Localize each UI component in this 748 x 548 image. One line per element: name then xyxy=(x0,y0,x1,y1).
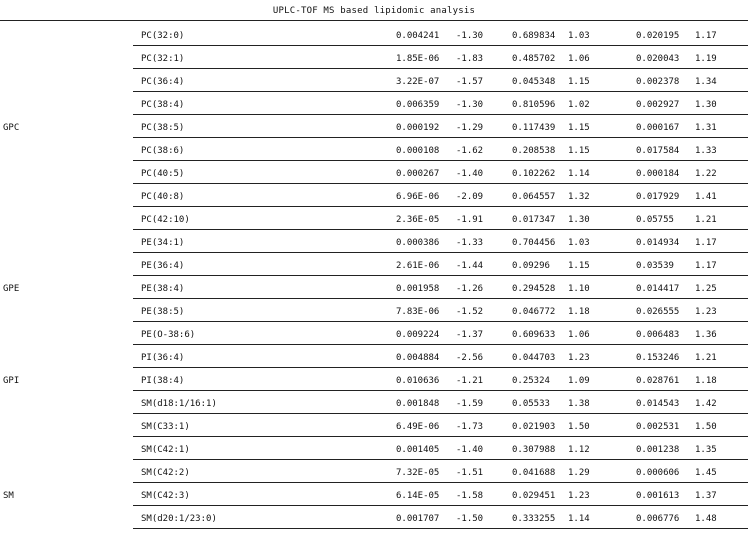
ratio-value: 1.34 xyxy=(695,77,717,87)
p-value: 0.004241 xyxy=(396,31,440,41)
q-value: 0.029451 xyxy=(512,491,556,501)
vip-score: 1.09 xyxy=(568,376,590,386)
lipid-name: SM(C42:2) xyxy=(141,468,190,478)
lipid-name: SM(C33:1) xyxy=(141,422,190,432)
secondary-value: 0.020195 xyxy=(636,31,680,41)
vip-score: 1.23 xyxy=(568,491,590,501)
q-value: 0.044703 xyxy=(512,353,556,363)
q-value: 0.05533 xyxy=(512,399,550,409)
p-value: 0.001958 xyxy=(396,284,440,294)
table-row xyxy=(0,276,748,299)
table-row xyxy=(0,506,748,529)
q-value: 0.102262 xyxy=(512,169,556,179)
q-value: 0.045348 xyxy=(512,77,556,87)
lipid-name: PI(38:4) xyxy=(141,376,185,386)
fold-change: -2.09 xyxy=(456,192,484,202)
secondary-value: 0.017584 xyxy=(636,146,680,156)
secondary-value: 0.000167 xyxy=(636,123,680,133)
ratio-value: 1.23 xyxy=(695,307,717,317)
ratio-value: 1.17 xyxy=(695,261,717,271)
table-row xyxy=(0,115,748,138)
p-value: 0.000192 xyxy=(396,123,440,133)
fold-change: -1.37 xyxy=(456,330,484,340)
q-value: 0.689834 xyxy=(512,31,556,41)
fold-change: -1.62 xyxy=(456,146,484,156)
vip-score: 1.03 xyxy=(568,31,590,41)
table-row xyxy=(0,92,748,115)
ratio-value: 1.18 xyxy=(695,376,717,386)
lipid-name: PC(40:5) xyxy=(141,169,185,179)
fold-change: -1.52 xyxy=(456,307,484,317)
fold-change: -1.40 xyxy=(456,169,484,179)
table-row xyxy=(0,138,748,161)
ratio-value: 1.42 xyxy=(695,399,717,409)
secondary-value: 0.020043 xyxy=(636,54,680,64)
secondary-value: 0.014543 xyxy=(636,399,680,409)
ratio-value: 1.36 xyxy=(695,330,717,340)
table-row xyxy=(0,299,748,322)
lipid-name: PC(42:10) xyxy=(141,215,190,225)
vip-score: 1.03 xyxy=(568,238,590,248)
ratio-value: 1.31 xyxy=(695,123,717,133)
vip-score: 1.14 xyxy=(568,514,590,524)
group-label: SM xyxy=(3,491,14,501)
q-value: 0.064557 xyxy=(512,192,556,202)
table-row xyxy=(0,46,748,69)
secondary-value: 0.026555 xyxy=(636,307,680,317)
p-value: 0.006359 xyxy=(396,100,440,110)
p-value: 7.83E-06 xyxy=(396,307,440,317)
q-value: 0.25324 xyxy=(512,376,550,386)
ratio-value: 1.21 xyxy=(695,353,717,363)
secondary-value: 0.05755 xyxy=(636,215,674,225)
group-label: GPC xyxy=(3,123,20,133)
table-row xyxy=(0,483,748,506)
ratio-value: 1.41 xyxy=(695,192,717,202)
fold-change: -1.91 xyxy=(456,215,484,225)
q-value: 0.810596 xyxy=(512,100,556,110)
q-value: 0.704456 xyxy=(512,238,556,248)
group-label: GPE xyxy=(3,284,20,294)
lipid-name: PE(36:4) xyxy=(141,261,185,271)
p-value: 6.96E-06 xyxy=(396,192,440,202)
p-value: 6.49E-06 xyxy=(396,422,440,432)
fold-change: -1.44 xyxy=(456,261,484,271)
secondary-value: 0.153246 xyxy=(636,353,680,363)
q-value: 0.307988 xyxy=(512,445,556,455)
ratio-value: 1.22 xyxy=(695,169,717,179)
p-value: 0.000386 xyxy=(396,238,440,248)
table-row xyxy=(0,391,748,414)
ratio-value: 1.50 xyxy=(695,422,717,432)
vip-score: 1.38 xyxy=(568,399,590,409)
fold-change: -1.21 xyxy=(456,376,484,386)
fold-change: -1.29 xyxy=(456,123,484,133)
ratio-value: 1.17 xyxy=(695,238,717,248)
secondary-value: 0.002531 xyxy=(636,422,680,432)
vip-score: 1.50 xyxy=(568,422,590,432)
ratio-value: 1.19 xyxy=(695,54,717,64)
fold-change: -1.30 xyxy=(456,100,484,110)
table-title: UPLC-TOF MS based lipidomic analysis xyxy=(272,6,476,16)
lipid-name: SM(C42:1) xyxy=(141,445,190,455)
ratio-value: 1.45 xyxy=(695,468,717,478)
q-value: 0.609633 xyxy=(512,330,556,340)
fold-change: -1.40 xyxy=(456,445,484,455)
secondary-value: 0.000606 xyxy=(636,468,680,478)
q-value: 0.208538 xyxy=(512,146,556,156)
q-value: 0.09296 xyxy=(512,261,550,271)
lipid-name: PE(O-38:6) xyxy=(141,330,196,340)
vip-score: 1.12 xyxy=(568,445,590,455)
q-value: 0.021903 xyxy=(512,422,556,432)
table-row xyxy=(0,23,748,46)
lipid-name: SM(d20:1/23:0) xyxy=(141,514,217,524)
vip-score: 1.15 xyxy=(568,123,590,133)
lipid-name: PC(38:4) xyxy=(141,100,185,110)
lipid-name: PC(36:4) xyxy=(141,77,185,87)
secondary-value: 0.000184 xyxy=(636,169,680,179)
lipid-name: PC(32:1) xyxy=(141,54,185,64)
ratio-value: 1.21 xyxy=(695,215,717,225)
table-row xyxy=(0,345,748,368)
vip-score: 1.15 xyxy=(568,146,590,156)
q-value: 0.041688 xyxy=(512,468,556,478)
vip-score: 1.32 xyxy=(568,192,590,202)
lipid-name: PC(32:0) xyxy=(141,31,185,41)
secondary-value: 0.002378 xyxy=(636,77,680,87)
p-value: 0.001707 xyxy=(396,514,440,524)
table-row xyxy=(0,460,748,483)
table-row xyxy=(0,414,748,437)
secondary-value: 0.03539 xyxy=(636,261,674,271)
lipid-name: PC(38:5) xyxy=(141,123,185,133)
p-value: 0.010636 xyxy=(396,376,440,386)
vip-score: 1.06 xyxy=(568,54,590,64)
lipid-name: PE(38:4) xyxy=(141,284,185,294)
p-value: 2.61E-06 xyxy=(396,261,440,271)
table-row xyxy=(0,184,748,207)
fold-change: -1.50 xyxy=(456,514,484,524)
p-value: 0.004884 xyxy=(396,353,440,363)
vip-score: 1.30 xyxy=(568,215,590,225)
fold-change: -1.33 xyxy=(456,238,484,248)
lipid-name: PC(38:6) xyxy=(141,146,185,156)
fold-change: -2.56 xyxy=(456,353,484,363)
ratio-value: 1.30 xyxy=(695,100,717,110)
p-value: 1.85E-06 xyxy=(396,54,440,64)
p-value: 7.32E-05 xyxy=(396,468,440,478)
fold-change: -1.58 xyxy=(456,491,484,501)
p-value: 0.000267 xyxy=(396,169,440,179)
table-row xyxy=(0,69,748,92)
lipid-name: PC(40:8) xyxy=(141,192,185,202)
ratio-value: 1.33 xyxy=(695,146,717,156)
q-value: 0.117439 xyxy=(512,123,556,133)
fold-change: -1.57 xyxy=(456,77,484,87)
table-row xyxy=(0,230,748,253)
p-value: 2.36E-05 xyxy=(396,215,440,225)
vip-score: 1.15 xyxy=(568,261,590,271)
secondary-value: 0.017929 xyxy=(636,192,680,202)
fold-change: -1.51 xyxy=(456,468,484,478)
fold-change: -1.83 xyxy=(456,54,484,64)
vip-score: 1.02 xyxy=(568,100,590,110)
secondary-value: 0.006776 xyxy=(636,514,680,524)
secondary-value: 0.028761 xyxy=(636,376,680,386)
p-value: 0.001405 xyxy=(396,445,440,455)
table-row xyxy=(0,322,748,345)
p-value: 0.000108 xyxy=(396,146,440,156)
group-label: GPI xyxy=(3,376,20,386)
secondary-value: 0.014934 xyxy=(636,238,680,248)
lipid-name: SM(d18:1/16:1) xyxy=(141,399,217,409)
table-row xyxy=(0,368,748,391)
ratio-value: 1.35 xyxy=(695,445,717,455)
q-value: 0.294528 xyxy=(512,284,556,294)
title-rule xyxy=(0,20,748,21)
vip-score: 1.29 xyxy=(568,468,590,478)
fold-change: -1.30 xyxy=(456,31,484,41)
p-value: 6.14E-05 xyxy=(396,491,440,501)
q-value: 0.333255 xyxy=(512,514,556,524)
lipid-name: PI(36:4) xyxy=(141,353,185,363)
q-value: 0.017347 xyxy=(512,215,556,225)
table-row xyxy=(0,161,748,184)
ratio-value: 1.37 xyxy=(695,491,717,501)
fold-change: -1.59 xyxy=(456,399,484,409)
secondary-value: 0.002927 xyxy=(636,100,680,110)
table-row xyxy=(0,437,748,460)
q-value: 0.046772 xyxy=(512,307,556,317)
lipid-name: PE(38:5) xyxy=(141,307,185,317)
vip-score: 1.10 xyxy=(568,284,590,294)
ratio-value: 1.48 xyxy=(695,514,717,524)
lipid-name: PE(34:1) xyxy=(141,238,185,248)
ratio-value: 1.25 xyxy=(695,284,717,294)
ratio-value: 1.17 xyxy=(695,31,717,41)
secondary-value: 0.001238 xyxy=(636,445,680,455)
table-row xyxy=(0,207,748,230)
secondary-value: 0.006483 xyxy=(636,330,680,340)
vip-score: 1.18 xyxy=(568,307,590,317)
secondary-value: 0.014417 xyxy=(636,284,680,294)
q-value: 0.485702 xyxy=(512,54,556,64)
vip-score: 1.14 xyxy=(568,169,590,179)
p-value: 0.001848 xyxy=(396,399,440,409)
table-row xyxy=(0,253,748,276)
vip-score: 1.15 xyxy=(568,77,590,87)
fold-change: -1.73 xyxy=(456,422,484,432)
secondary-value: 0.001613 xyxy=(636,491,680,501)
fold-change: -1.26 xyxy=(456,284,484,294)
p-value: 3.22E-07 xyxy=(396,77,440,87)
p-value: 0.009224 xyxy=(396,330,440,340)
vip-score: 1.23 xyxy=(568,353,590,363)
lipid-name: SM(C42:3) xyxy=(141,491,190,501)
row-rule xyxy=(133,528,748,529)
vip-score: 1.06 xyxy=(568,330,590,340)
